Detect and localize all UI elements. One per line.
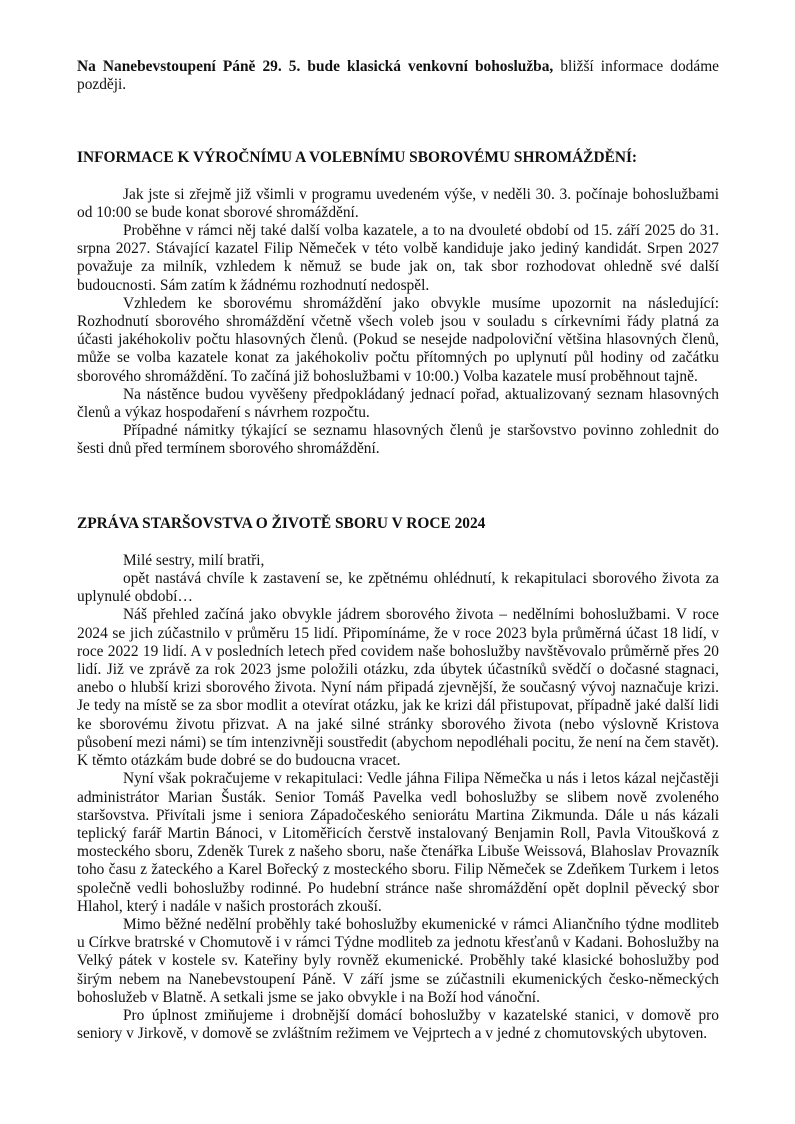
section2-paragraph: Pro úplnost zmiňujeme i drobnější domácí bohoslužby v kazatelské stanici, v domově pro seniory v Jirkově, v domově se zvláštním režimem ve Vejprtech a v jedné z chomutovských ubytoven. [77, 1006, 719, 1043]
section1-paragraph: Proběhne v rámci něj také další volba kazatele, a to na dvouleté období od 15. září 2025 do 31. srpna 2027. Stávající kazatel Filip Němeček v této volbě kandiduje jako jediný kandidát. Srpen 2027 považuje za milník, vzhledem k němuž se bude jak on, tak sbor rozhodovat ohledně své další budoucnosti. Sám zatím k žádnému rozhodnutí nedospěl. [77, 222, 719, 294]
section1-paragraph: Jak jste si zřejmě již všimli v programu uvedeném výše, v neděli 30. 3. počínaje bohoslužbami od 10:00 se bude konat sborové shromáždění. [77, 185, 719, 221]
section1-heading: INFORMACE K VÝROČNÍMU A VOLEBNÍMU SBOROVÉMU SHROMÁŽDĚNÍ: [77, 149, 638, 167]
greeting: Milé sestry, milí bratři, [123, 551, 265, 569]
intro-bold-text: Na Nanebevstoupení Páně 29. 5. bude klasická venkovní bohoslužba, [77, 58, 554, 75]
section1-paragraph: Vzhledem ke sborovému shromáždění jako obvykle musíme upozornit na následující: Rozhodnutí sborového shromáždění včetně všech voleb jsou v souladu s církevními řády platná za účasti jakéhokoliv počtu hlasovných členů. (Pokud se nesejde nadpoloviční většina hlasovných členů, může se volba kazatele konat za jakéhokoliv počtu přítomných po uplynutí půl hodiny od začátku sborového shromáždění. To začíná již bohoslužbami v 10:00.) Volba kazatele musí proběhnout tajně. [77, 294, 719, 385]
section2-heading: ZPRÁVA STARŠOVSTVA O ŽIVOTĚ SBORU V ROCE 2024 [77, 514, 486, 532]
intro-rest-text: bližší informace dodáme později. [77, 58, 719, 94]
intro-paragraph [77, 58, 719, 94]
section2-paragraph: opět nastává chvíle k zastavení se, ke zpětnému ohlédnutí, k rekapitulaci sborového života za uplynulé období… [77, 570, 719, 606]
section2-paragraph: Nyní však pokračujeme v rekapitulaci: Vedle jáhna Filipa Němečka u nás i letos kázal nejčastěji administrátor Marian Šusták. Senior Tomáš Pavelka vedl bohoslužby se slibem nově zvoleného staršovstva. Přivítali jsme i seniora Západočeského seniorátu Martina Zikmunda. Dále u nás kázali teplický farář Martin Bánoci, v Litoměřicích čerstvě instalovaný Benjamin Roll, Pavla Vitoušková z mosteckého sboru, Zdeněk Turek z našeho sboru, naše čtenářka Libuše Weissová, Blahoslav Provazník toho času z žateckého a Karel Bořecký z mosteckého sboru. Filip Němeček se Zdeňkem Turkem i letos společně vedli bohoslužby rodinné. Po hudební stránce naše shromáždění opět doplnil pěvecký sbor Hlahol, který i nadále v našich prostorách zkouší. [77, 770, 719, 915]
section1-paragraph: Na nástěnce budou vyvěšeny předpokládaný jednací pořad, aktualizovaný seznam hlasovných členů a výkaz hospodaření s návrhem rozpočtu. [77, 385, 719, 422]
section2-paragraph: Mimo běžné nedělní proběhly také bohoslužby ekumenické v rámci Aliančního týdne modliteb u Církve bratrské v Chomutově i v rámci Týdne modliteb za jednotu křesťanů v Kadani. Bohoslužby na Velký pátek v kostele sv. Kateřiny byly rovněž ekumenické. Proběhly také klasické bohoslužby pod širým nebem na Nanebevstoupení Páně. V září jsme se zúčastnili ekumenických česko-německých bohoslužeb v Blatně. A setkali jsme se jako obvykle i na Boží hod vánoční. [77, 915, 719, 1006]
section2-paragraph: Náš přehled začíná jako obvykle jádrem sborového života – nedělními bohoslužbami. V roce 2024 se jich zúčastnilo v průměru 15 lidí. Připomínáme, že v roce 2023 byla průměrná účast 18 lidí, v roce 2022 19 lidí. A v posledních letech před covidem naše bohoslužby navštěvovalo průměrně přes 20 lidí. Již ve zprávě za rok 2023 jsme položili otázku, zda úbytek účastníků svědčí o dočasné stagnaci, anebo o hlubší krizi sborového života. Nyní nám připadá zjevnější, že současný vývoj naznačuje krizi. Je tedy na místě se za sbor modlit a otevírat otázku, jak ke krizi dál přistupovat, případně jaké další lidi ke sborovému životu přizvat. A na jaké silné stránky sborového života (nebo výslovně Kristova působení mezi námi) se tím intenzivněji soustředit (abychom nepodléhali pocitu, že není na čem stavět). K těmto otázkám bude dobré se do budoucna vracet. [77, 606, 719, 770]
section1-paragraph: Případné námitky týkající se seznamu hlasovných členů je staršovstvo povinno zohlednit do šesti dnů před termínem sborového shromáždění. [77, 422, 719, 458]
